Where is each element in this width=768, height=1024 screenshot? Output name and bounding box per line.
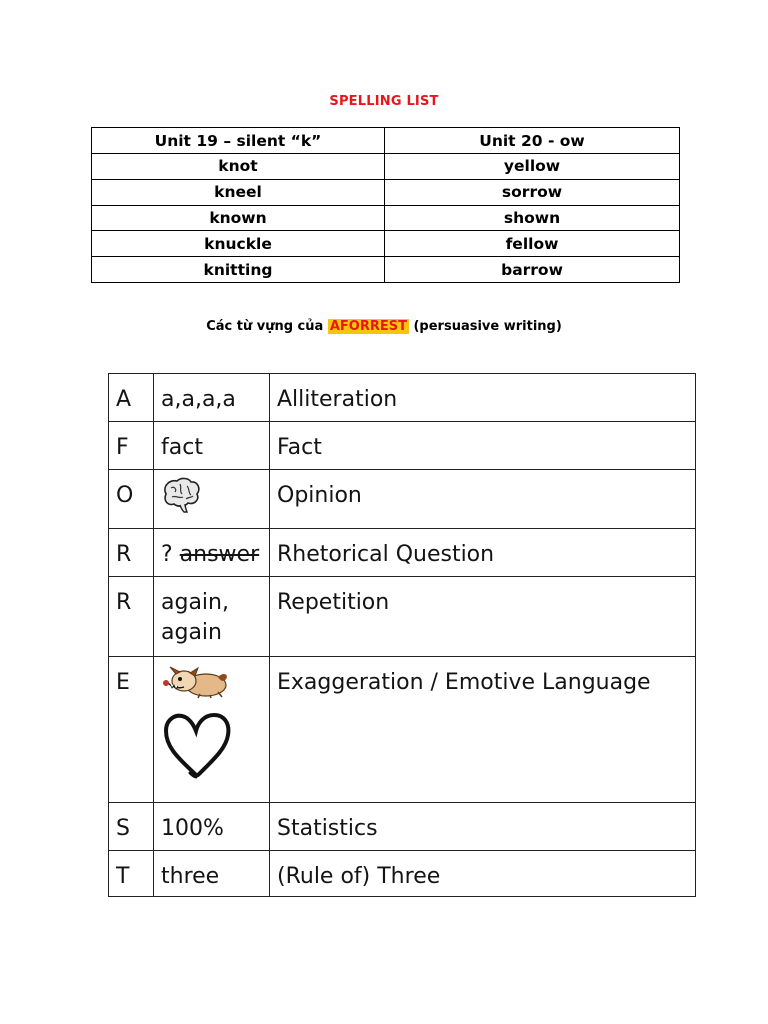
spelling-row bbox=[92, 154, 680, 180]
term-cell: Opinion bbox=[270, 470, 696, 529]
aforrest-highlight: AFORREST bbox=[329, 319, 407, 334]
aforrest-row bbox=[109, 422, 696, 470]
spelling-header-row bbox=[92, 128, 680, 154]
example-line-1: again, bbox=[161, 590, 229, 615]
example-cell: 100% bbox=[154, 803, 270, 851]
letter-cell: S bbox=[109, 803, 154, 851]
angry-dog-icon bbox=[154, 657, 269, 705]
letter-cell: T bbox=[109, 851, 154, 897]
term-cell: Alliteration bbox=[270, 374, 696, 422]
example-cell bbox=[154, 577, 270, 657]
spelling-row bbox=[92, 205, 680, 231]
example-line-2: again bbox=[161, 620, 222, 645]
spelling-row bbox=[92, 231, 680, 257]
unit-19-word: knitting bbox=[92, 257, 385, 283]
unit-19-header: Unit 19 – silent “k” bbox=[92, 128, 385, 154]
question-mark: ? bbox=[161, 542, 180, 567]
subtitle-prefix: Các từ vựng của bbox=[206, 319, 328, 334]
letter-cell: F bbox=[109, 422, 154, 470]
term-cell: Statistics bbox=[270, 803, 696, 851]
example-cell bbox=[154, 529, 270, 577]
example-cell: a,a,a,a bbox=[154, 374, 270, 422]
term-cell: Repetition bbox=[270, 577, 696, 657]
aforrest-row bbox=[109, 577, 696, 657]
example-cell: fact bbox=[154, 422, 270, 470]
example-cell bbox=[154, 657, 270, 803]
letter-cell: A bbox=[109, 374, 154, 422]
struck-answer-text: answer bbox=[179, 542, 260, 567]
term-cell: Exaggeration / Emotive Language bbox=[270, 657, 696, 803]
letter-cell: R bbox=[109, 529, 154, 577]
letter-cell: E bbox=[109, 657, 154, 803]
unit-20-word: barrow bbox=[385, 257, 680, 283]
spelling-list-title: SPELLING LIST bbox=[329, 94, 439, 109]
aforrest-row bbox=[109, 657, 696, 803]
example-cell bbox=[154, 470, 270, 529]
unit-19-word: known bbox=[92, 205, 385, 231]
spelling-row bbox=[92, 179, 680, 205]
heart-icon bbox=[154, 705, 269, 785]
aforrest-row bbox=[109, 851, 696, 897]
spelling-row bbox=[92, 257, 680, 283]
aforrest-row bbox=[109, 803, 696, 851]
term-cell: (Rule of) Three bbox=[270, 851, 696, 897]
example-cell: three bbox=[154, 851, 270, 897]
aforrest-row bbox=[109, 374, 696, 422]
unit-20-word: yellow bbox=[385, 154, 680, 180]
term-cell: Rhetorical Question bbox=[270, 529, 696, 577]
aforrest-row bbox=[109, 470, 696, 529]
brain-icon bbox=[154, 470, 269, 520]
unit-20-word: fellow bbox=[385, 231, 680, 257]
unit-19-word: kneel bbox=[92, 179, 385, 205]
subtitle-suffix: (persuasive writing) bbox=[408, 319, 562, 334]
unit-20-word: shown bbox=[385, 205, 680, 231]
unit-20-word: sorrow bbox=[385, 179, 680, 205]
aforrest-table bbox=[108, 373, 696, 897]
unit-19-word: knot bbox=[92, 154, 385, 180]
unit-20-header: Unit 20 - ow bbox=[385, 128, 680, 154]
unit-19-word: knuckle bbox=[92, 231, 385, 257]
spelling-table bbox=[91, 127, 680, 283]
aforrest-row bbox=[109, 529, 696, 577]
letter-cell: R bbox=[109, 577, 154, 657]
letter-cell: O bbox=[109, 470, 154, 529]
aforrest-subtitle bbox=[0, 319, 768, 334]
term-cell: Fact bbox=[270, 422, 696, 470]
